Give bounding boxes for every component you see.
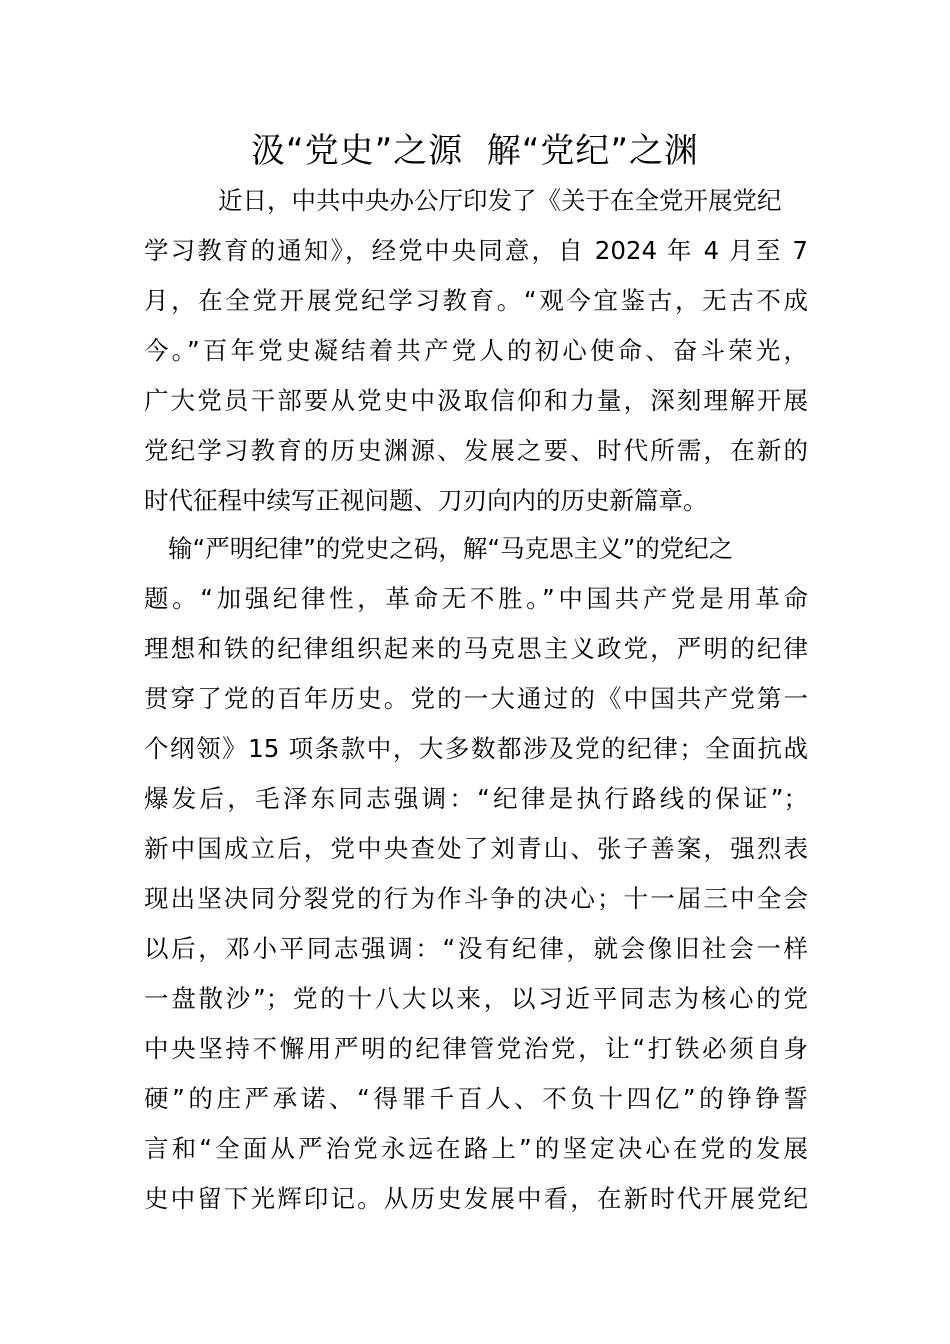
paragraph-2-line: 硬”的庄严承诺、“得罪千百人、不负十四亿”的铮铮誓	[144, 1084, 808, 1113]
paragraph-2-line: 贯穿了党的百年历史。党的一大通过的《中国共产党第一	[144, 684, 808, 713]
paragraph-1-line: 近日，中共中央办公厅印发了《关于在全党开展党纪	[218, 186, 782, 215]
paragraph-2-line: 史中留下光辉印记。从历史发展中看，在新时代开展党纪	[144, 1184, 808, 1213]
document-title: 汲“党史”之源 解“党纪”之渊	[250, 131, 700, 171]
paragraph-2-line: 个纲领》15 项条款中，大多数都涉及党的纪律；全面抗战	[144, 734, 808, 763]
paragraph-1-line: 今。”百年党史凝结着共产党人的初心使命、奋斗荣光，	[144, 336, 808, 365]
paragraph-2-line: 现出坚决同分裂党的行为作斗争的决心；十一届三中全会	[144, 884, 808, 913]
paragraph-2-line: 理想和铁的纪律组织起来的马克思主义政党，严明的纪律	[144, 634, 808, 663]
paragraph-1-line: 学习教育的通知》，经党中央同意，自 2024 年 4 月至 7	[144, 236, 808, 265]
paragraph-2-line: 以后，邓小平同志强调：“没有纪律，就会像旧社会一样	[144, 934, 808, 963]
paragraph-1-line: 时代征程中续写正视问题、刀刃向内的历史新篇章。	[144, 486, 708, 515]
paragraph-2-line: 言和“全面从严治党永远在路上”的坚定决心在党的发展	[144, 1134, 808, 1163]
paragraph-2-line: 爆发后，毛泽东同志强调：“纪律是执行路线的保证”；	[144, 784, 808, 813]
paragraph-2-line: 中央坚持不懈用严明的纪律管党治党，让“打铁必须自身	[144, 1034, 808, 1063]
paragraph-2-line: 新中国成立后，党中央查处了刘青山、张子善案，强烈表	[144, 834, 808, 863]
paragraph-2-line: 一盘散沙”；党的十八大以来，以习近平同志为核心的党	[144, 984, 808, 1013]
paragraph-2-line: 题。“加强纪律性，革命无不胜。”中国共产党是用革命	[144, 584, 808, 613]
paragraph-1-line: 广大党员干部要从党史中汲取信仰和力量，深刻理解开展	[144, 386, 808, 415]
paragraph-2-line: 输“严明纪律”的党史之码，解“马克思主义”的党纪之	[168, 534, 734, 563]
paragraph-1-line: 月，在全党开展党纪学习教育。“观今宜鉴古，无古不成	[144, 286, 808, 315]
paragraph-1-line: 党纪学习教育的历史渊源、发展之要、时代所需，在新的	[144, 436, 808, 465]
